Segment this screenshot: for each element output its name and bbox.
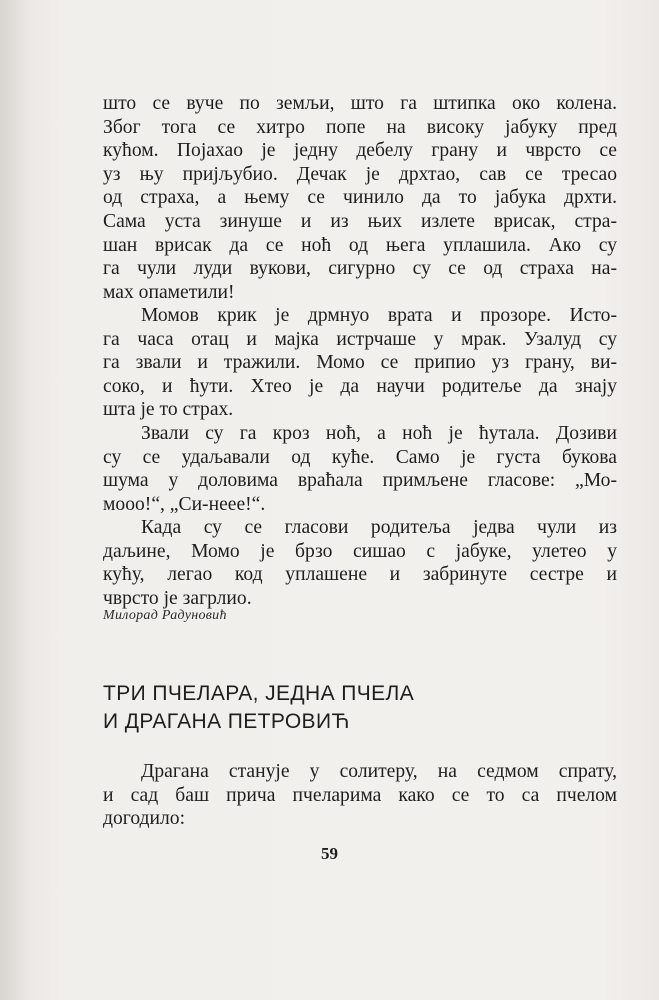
paragraph-3 bbox=[103, 422, 617, 516]
chapter-paragraph bbox=[103, 760, 617, 831]
text-line: Када су се гласови родитеља једва чули из bbox=[141, 517, 617, 538]
text-line: соко, и ћути. Хтео је да научи родитеље да знају bbox=[103, 375, 617, 397]
text-line: Сама уста зинуше и из њих излете врисак, стра- bbox=[103, 210, 617, 232]
paragraph-2 bbox=[103, 304, 617, 422]
text-line: мах опаметили! bbox=[103, 281, 235, 303]
text-line: од страха, а њему се чинило да то јабука дрхти. bbox=[103, 187, 617, 209]
text-line: шан врисак да се ноћ од њега уплашила. Ако су bbox=[103, 234, 617, 256]
text-line: догодило: bbox=[103, 808, 186, 830]
page-number: 59 bbox=[321, 844, 338, 863]
text-line: кућом. Појахао је једну дебелу грану и чврсто се bbox=[103, 140, 617, 162]
text-line: су се удаљавали од куће. Само је густа букова bbox=[103, 446, 617, 468]
text-line: кућу, легао код уплашене и забринуте сестре и bbox=[103, 564, 617, 586]
chapter-title-line: ТРИ ПЧЕЛАРА, ЈЕДНА ПЧЕЛА bbox=[103, 682, 415, 705]
text-line: мооо!“, „Си-нeee!“. bbox=[103, 493, 266, 515]
text-line: Момов крик је дрмнуо врата и прозоре. Исто- bbox=[141, 305, 617, 326]
text-line: и сад баш прича пчеларима како се то са пчелом bbox=[103, 784, 617, 806]
text-line: шта је то страх. bbox=[103, 399, 234, 421]
text-line: уз њу пријљубио. Дечак је дрхтао, сав се тресао bbox=[103, 163, 617, 185]
text-line: чврсто је загрлио. bbox=[103, 587, 252, 609]
text-line: даљине, Момо је брзо сишао с јабуке, улетео у bbox=[103, 540, 617, 562]
text-line: шума у доловима враћала примљене гласове: „Мо- bbox=[103, 470, 617, 492]
author-name: Милорад Радуновић bbox=[103, 608, 227, 623]
text-line: Драгана станује у солитеру, на седмом спрату, bbox=[141, 761, 617, 782]
text-line: што се вуче по земљи, што га штипка око колена. bbox=[103, 93, 617, 114]
text-line: Због тога се хитро попе на високу јабуку пред bbox=[103, 116, 617, 138]
text-line: га часа отац и мајка истрчаше у мрак. Узалуд су bbox=[103, 328, 617, 350]
text-line: га звали и тражили. Момо се припио уз грану, ви- bbox=[103, 352, 617, 374]
paragraph-4 bbox=[103, 516, 617, 610]
paragraph-1 bbox=[103, 92, 617, 304]
text-line: Звали су га кроз ноћ, а ноћ је ћутала. Дозиви bbox=[141, 423, 617, 444]
text-line: га чули луди вукови, сигурно су се од страха на- bbox=[103, 258, 617, 280]
chapter-title-line: И ДРАГАНА ПЕТРОВИЋ bbox=[103, 710, 350, 733]
chapter-title bbox=[103, 680, 617, 736]
